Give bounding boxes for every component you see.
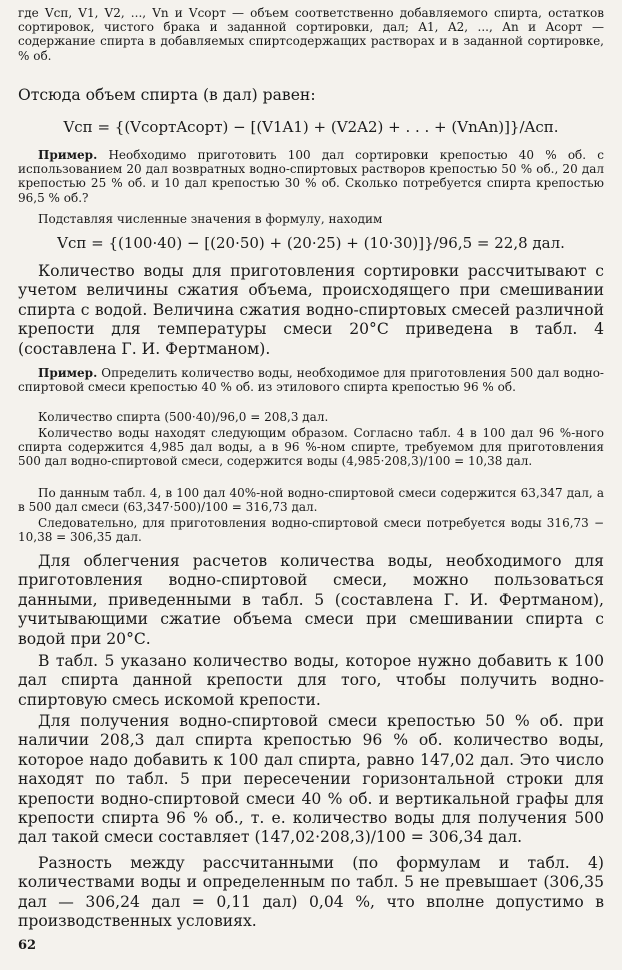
- example-2: [18, 366, 604, 394]
- example-2-water: Количество воды находят следующим образом. Согласно табл. 4 в 100 дал 96 %-ного спирта содержится 4,985 дал воды, а в 96 %-ном спирте, требуемом для приготовления 500 дал водно-спиртовой смеси, содержится воды (4,985·208,3)/100 = 10,38 дал.: [18, 426, 604, 469]
- variables-definition: где Vсп, V1, V2, ..., Vn и Vсорт — объем соответственно добавляемого спирта, остатков сортировок, чистого брака и заданной сортировки, дал; A1, A2, ..., An и Aсорт — содержание спирта в добавляемых спиртсодержащих растворах и в заданной сортировке, % об.: [18, 6, 604, 63]
- table5-usage-paragraph: Для облегчения расчетов количества воды, необходимого для приготовления водно-спиртовой смеси, можно пользоваться данными, приведенными в табл. 5 (составлена Г. И. Фертманом), учитывающими сжатие объема смеси при смешивании спирта с водой при 20°С.: [18, 552, 604, 648]
- example-2-label: Пример.: [38, 366, 98, 380]
- intro-line: Отсюда объем спирта (в дал) равен:: [18, 86, 316, 104]
- example-1: [18, 148, 604, 205]
- example-2-alcohol: Количество спирта (500·40)/96,0 = 208,3 дал.: [38, 410, 329, 424]
- table5-description-paragraph: В табл. 5 указано количество воды, которое нужно добавить к 100 дал спирта данной крепости для того, чтобы получить водно-спиртовую смесь искомой крепости.: [18, 652, 604, 709]
- example-2-result: Следовательно, для приготовления водно-спиртовой смеси потребуется воды 316,73 − 10,38 = 306,35 дал.: [18, 516, 604, 545]
- example-1-text: Необходимо приготовить 100 дал сортировки крепостью 40 % об. с использованием 20 дал возвратных водно-спиртовых растворов крепостью 50 % об., 20 дал крепостью 25 % об. и 10 дал крепостью 30 % об. Сколько потребуется спирта крепостью 96,5 % об.?: [18, 148, 604, 205]
- page-number: 62: [18, 938, 37, 953]
- example-1-substitution: Подставляя численные значения в формулу, находим: [38, 212, 383, 226]
- difference-paragraph: Разность между рассчитанными (по формулам и табл. 4) количествами воды и определенным по табл. 5 не превышает (306,35 дал — 306,24 дал = 0,11 дал) 0,04 %, что вполне допустимо в производственных условиях.: [18, 854, 604, 931]
- formula-calculation: Vсп = {(100·40) − [(20·50) + (20·25) + (10·30)]}/96,5 = 22,8 дал.: [57, 234, 565, 252]
- example-2-table-data: По данным табл. 4, в 100 дал 40%-ной водно-спиртовой смеси содержится 63,347 дал, а в 500 дал смеси (63,347·500)/100 = 316,73 дал.: [18, 486, 604, 515]
- example-2-text: Определить количество воды, необходимое для приготовления 500 дал водно-спиртовой смеси крепостью 40 % об. из этилового спирта крепостью 96 % об.: [18, 366, 604, 395]
- water-quantity-paragraph: Количество воды для приготовления сортировки рассчитывают с учетом величины сжатия объема, происходящего при смешивании спирта с водой. Величина сжатия водно-спиртовых смесей различной крепости для температуры смеси 20°С приведена в табл. 4 (составлена Г. И. Фертманом).: [18, 262, 604, 358]
- formula-alcohol-volume: Vсп = {(VсортAсорт) − [(V1A1) + (V2A2) + . . . + (VnAn)]}/Aсп.: [63, 118, 559, 136]
- example-1-label: Пример.: [38, 148, 98, 162]
- table5-example-paragraph: Для получения водно-спиртовой смеси крепостью 50 % об. при наличии 208,3 дал спирта крепостью 96 % об. количество воды, которое надо добавить к 100 дал спирта, равно 147,02 дал. Это число находят по табл. 5 при пересечении горизонтальной строки для крепости водно-спиртовой смеси 40 % об. и вертикальной графы для крепости спирта 96 % об., т. е. количество воды для получения 500 дал такой смеси составляет (147,02·208,3)/100 = 306,34 дал.: [18, 712, 604, 847]
